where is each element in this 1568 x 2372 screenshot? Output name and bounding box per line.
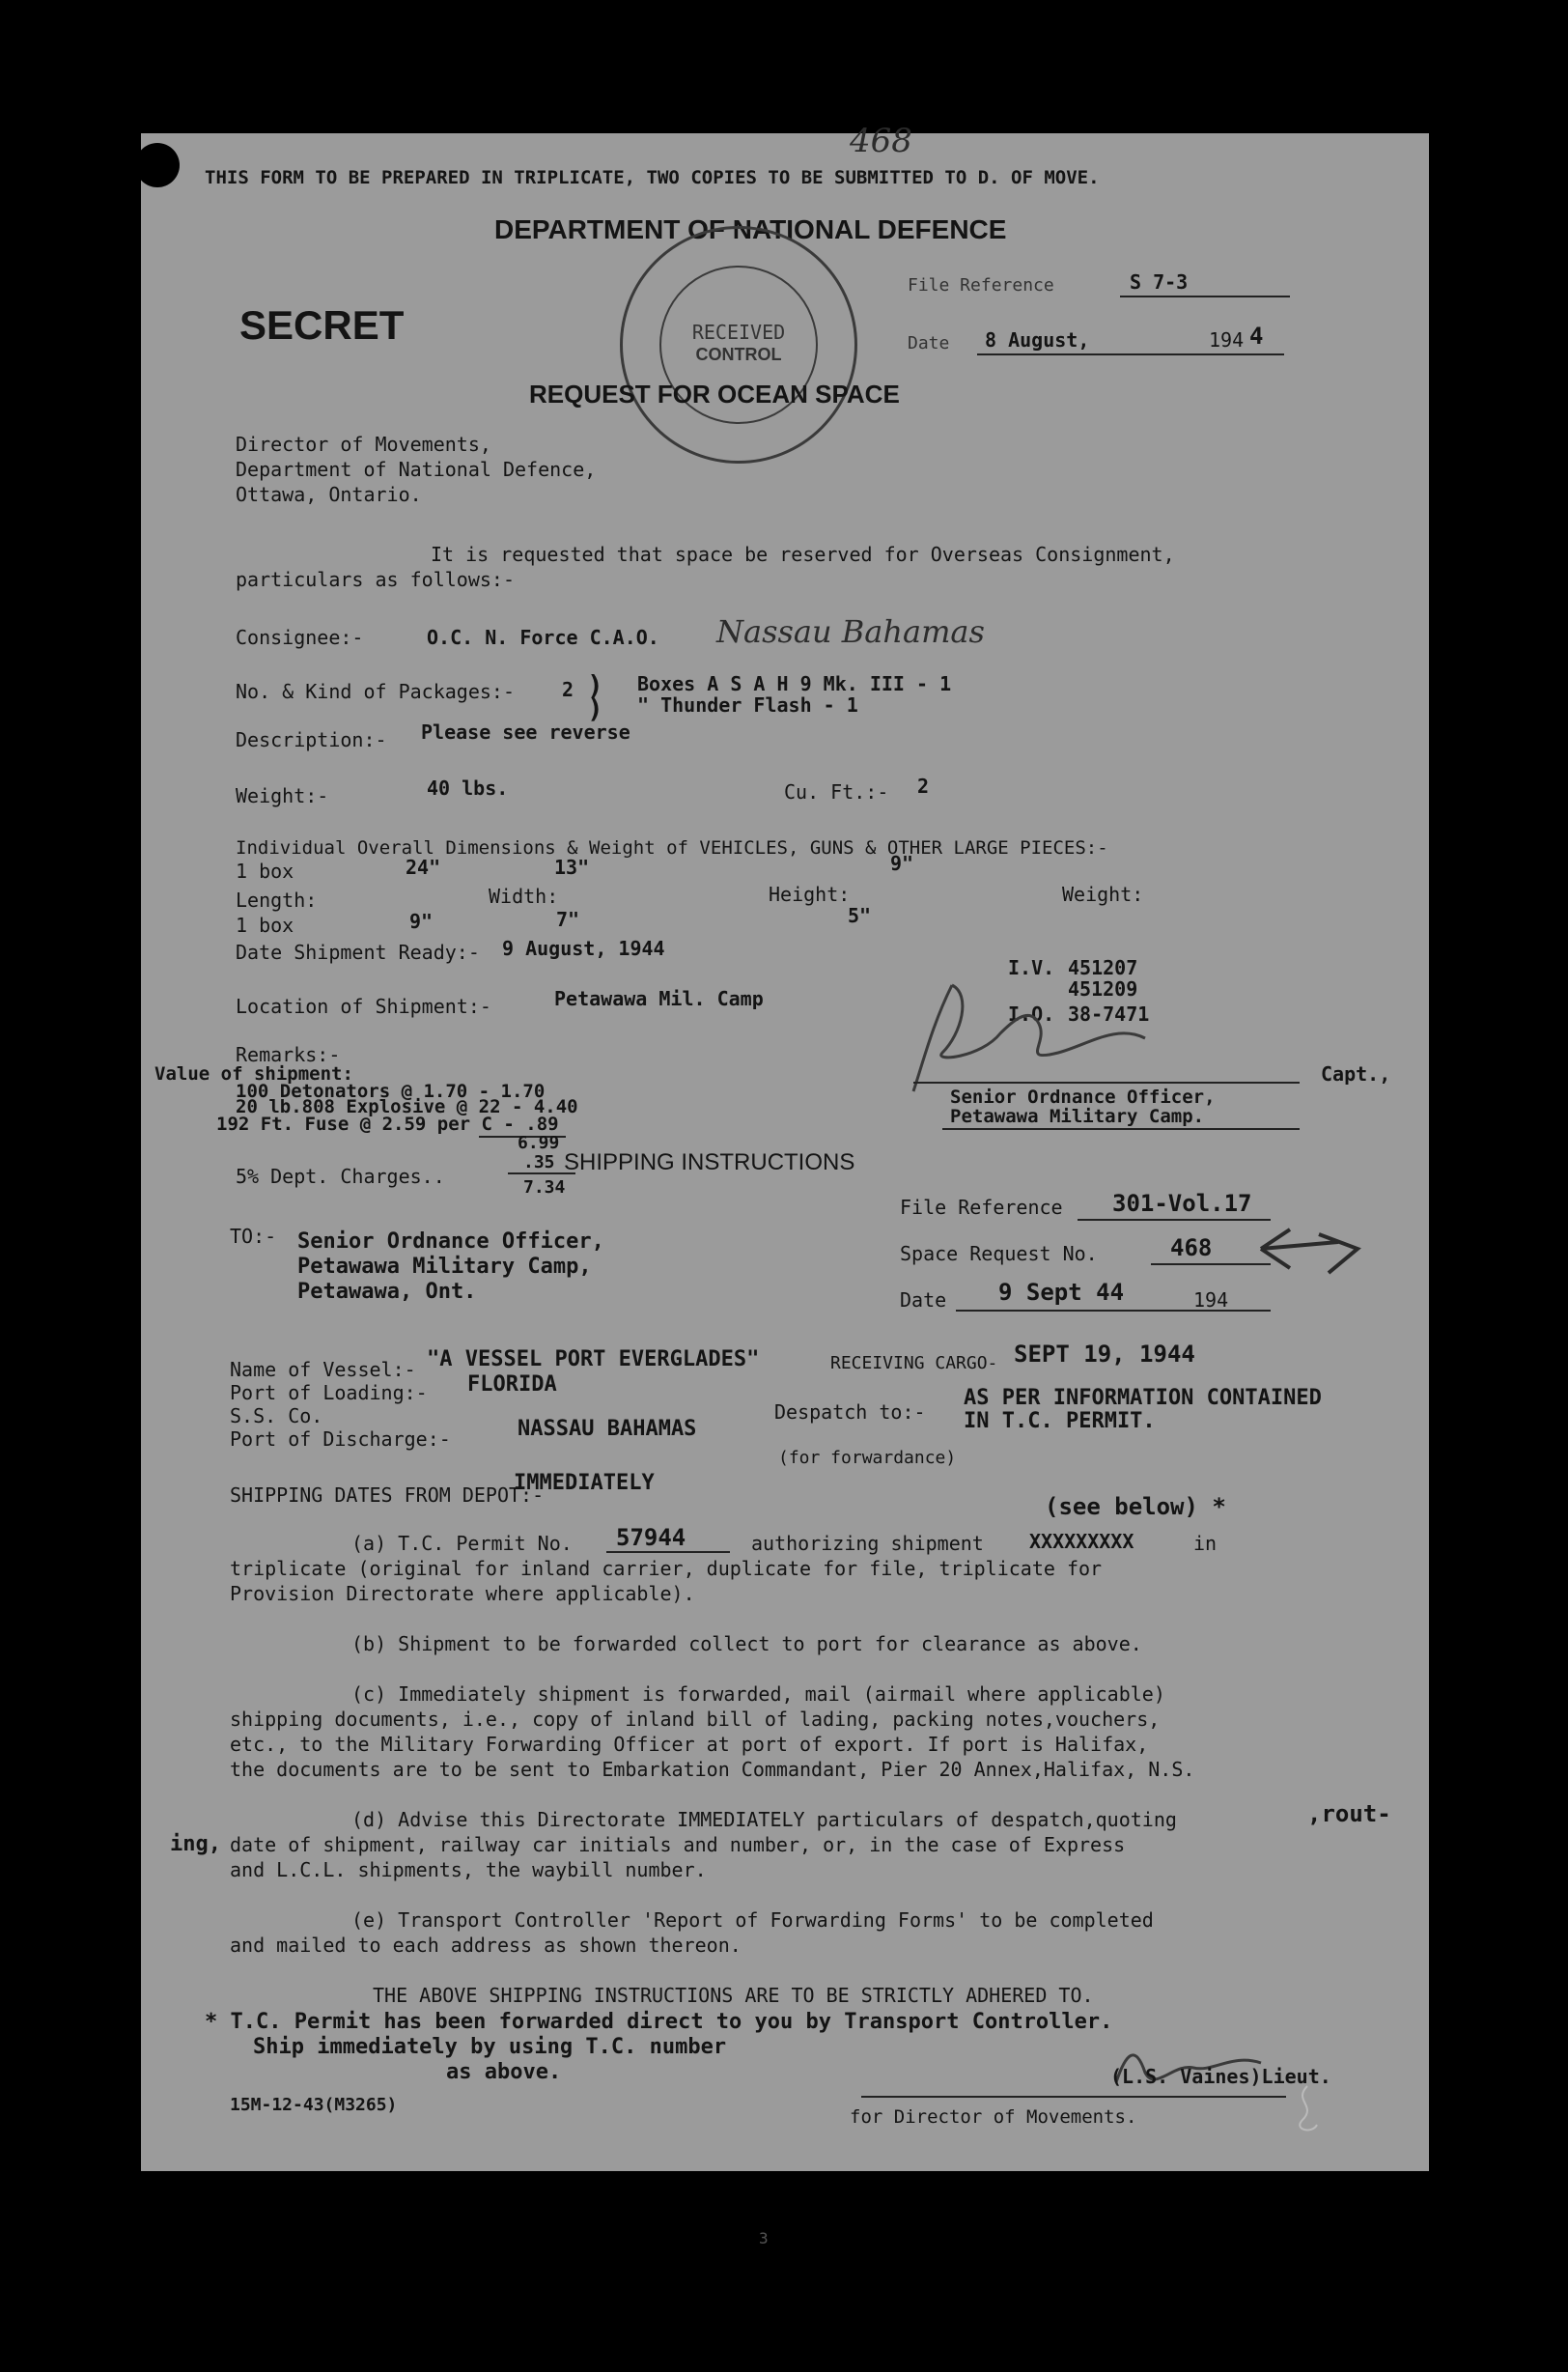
shipping-instructions-title: SHIPPING INSTRUCTIONS (564, 1149, 855, 1175)
consignee-value: O.C. N. Force C.A.O. (427, 626, 659, 649)
dim-row2-item: 1 box (236, 914, 294, 937)
despatch-line-2: IN T.C. PERMIT. (964, 1409, 1156, 1433)
stamp-received-text: RECEIVED (691, 321, 786, 344)
weight-column-label: Weight: (1062, 883, 1144, 906)
instruction-d-ing: ing, (170, 1832, 221, 1856)
punch-hole (135, 143, 180, 187)
instruction-e-line-1: (e) Transport Controller 'Report of Forwarding Forms' to be completed (351, 1908, 1154, 1932)
to-line-1: Senior Ordnance Officer, (297, 1229, 604, 1254)
remarks-line-2: 20 lb.808 Explosive @ 22 - 4.40 (236, 1096, 578, 1117)
margin-scribble-icon (1288, 2081, 1327, 2139)
date-ready-value: 9 August, 1944 (502, 937, 665, 960)
arrow-mark-icon (1251, 1215, 1367, 1283)
instruction-a-struck: XXXXXXXXX (1029, 1530, 1134, 1553)
consignee-handwritten: Nassau Bahamas (716, 613, 985, 650)
number-annotation: 468 (850, 122, 912, 160)
io-label: I.O. (1008, 1002, 1055, 1026)
intro-line-2: particulars as follows:- (236, 568, 515, 591)
date-label: Date (908, 333, 950, 353)
ship-date-value: 9 Sept 44 (998, 1279, 1125, 1306)
weight-value: 40 lbs. (427, 777, 509, 800)
instruction-a-prefix: (a) T.C. Permit No. (351, 1532, 573, 1555)
dim-row1-length: 24" (406, 856, 441, 879)
description-label: Description:- (236, 728, 387, 751)
consignee-label: Consignee:- (236, 626, 364, 649)
year-digit: 4 (1249, 323, 1264, 350)
ss-co-label: S.S. Co. (230, 1404, 323, 1427)
space-request-value: 468 (1170, 1234, 1213, 1261)
dim-row2-length: 9" (409, 910, 434, 933)
addressee-line-1: Director of Movements, (236, 433, 491, 456)
port-loading-label: Port of Loading:- (230, 1381, 428, 1404)
instruction-c-line-1: (c) Immediately shipment is forwarded, mail (airmail where applicable) (351, 1682, 1165, 1706)
note-line-1: * T.C. Permit has been forwarded direct to you by Transport Controller. (205, 2010, 1113, 2034)
adhered-notice: THE ABOVE SHIPPING INSTRUCTIONS ARE TO BE STRICTLY ADHERED TO. (373, 1984, 1094, 2007)
date-value: 8 August, (985, 328, 1090, 352)
date-ready-label: Date Shipment Ready:- (236, 941, 480, 964)
dim-row2-height: 5" (848, 904, 872, 927)
note-line-2: Ship immediately by using T.C. number (253, 2035, 727, 2059)
stamp-control-text: CONTROL (695, 345, 782, 364)
year-prefix: 194 (1209, 328, 1245, 352)
petawawa-camp-title: Petawawa Military Camp. (950, 1106, 1205, 1127)
file-reference-label: File Reference (908, 275, 1054, 296)
signer-name: (L.S. Vaines)Lieut. (1110, 2065, 1331, 2088)
instruction-d-line-2: date of shipment, railway car initials and number, or, in the case of Express (230, 1833, 1126, 1856)
tc-permit-underline (606, 1551, 730, 1553)
cuft-label: Cu. Ft.:- (784, 780, 889, 804)
width-label: Width: (489, 885, 559, 908)
dim-row1-height: 9" (890, 852, 914, 875)
page-mark: 3 (759, 2229, 769, 2247)
addressee-line-3: Ottawa, Ontario. (236, 483, 422, 506)
dim-row1-item: 1 box (236, 860, 294, 883)
packages-line-1: Boxes A S A H 9 Mk. III - 1 (637, 672, 952, 695)
instruction-a-in: in (1193, 1532, 1218, 1555)
document-page (141, 122, 1429, 2247)
form-title: REQUEST FOR OCEAN SPACE (529, 380, 900, 409)
receiving-cargo-label: RECEIVING CARGO- (830, 1353, 998, 1373)
packages-brace-2: ) (587, 692, 603, 724)
instruction-d-line-3: and L.C.L. shipments, the waybill number. (230, 1858, 707, 1881)
description-value: Please see reverse (421, 720, 630, 744)
file-reference-value: S 7-3 (1130, 270, 1189, 294)
dim-row2-width: 7" (556, 908, 580, 931)
packages-label: No. & Kind of Packages:- (236, 680, 515, 703)
iv-label: I.V. (1008, 956, 1055, 979)
vessel-value: "A VESSEL PORT EVERGLADES" (427, 1347, 760, 1371)
secret-classification: SECRET (239, 302, 405, 348)
intro-line-1: It is requested that space be reserved for Overseas Consignment, (431, 543, 1175, 566)
height-label: Height: (769, 883, 851, 906)
remarks-line-1: 100 Detonators @ 1.70 - 1.70 (236, 1081, 546, 1102)
despatch-line-1: AS PER INFORMATION CONTAINED (964, 1386, 1322, 1410)
for-director-label: for Director of Movements. (850, 2106, 1137, 2128)
ship-date-label: Date (900, 1288, 947, 1312)
space-request-label: Space Request No. (900, 1242, 1098, 1265)
dimensions-label: Individual Overall Dimensions & Weight of VEHICLES, GUNS & OTHER LARGE PIECES:- (236, 837, 1108, 859)
signature-line (913, 1082, 1300, 1084)
location-value: Petawawa Mil. Camp (554, 987, 764, 1010)
date-underline (977, 353, 1284, 355)
remarks-total: 7.34 (523, 1177, 566, 1198)
remarks-line-3: 192 Ft. Fuse @ 2.59 per C - .89 (216, 1114, 559, 1135)
for-forwardance: (for forwardance) (778, 1448, 957, 1468)
instruction-c-line-2: shipping documents, i.e., copy of inland bill of lading, packing notes,vouchers, (230, 1708, 1161, 1731)
packages-brace-1: ) (587, 669, 603, 701)
shipping-dates-label: SHIPPING DATES FROM DEPOT:- (230, 1483, 545, 1507)
receiving-cargo-value: SEPT 19, 1944 (1014, 1341, 1195, 1368)
received-stamp (620, 226, 857, 464)
senior-ordnance-title: Senior Ordnance Officer, (950, 1087, 1216, 1108)
instruction-a-authorizing: authorizing shipment (751, 1532, 984, 1555)
to-line-2: Petawawa Military Camp, (297, 1255, 592, 1279)
rank-capt: Capt., (1321, 1062, 1391, 1086)
ship-date-underline (956, 1310, 1271, 1312)
packages-count: 2 (562, 678, 574, 701)
remarks-label: Remarks:- (236, 1043, 341, 1066)
note-line-3: as above. (446, 2060, 562, 2084)
cuft-value: 2 (917, 775, 930, 798)
weight-label: Weight:- (236, 784, 329, 807)
io-number: 38-7471 (1068, 1002, 1150, 1026)
ordnance-officer-signature (894, 966, 1184, 1101)
remarks-subtotal: 6.99 (518, 1133, 560, 1153)
department-heading: DEPARTMENT OF NATIONAL DEFENCE (494, 214, 1007, 244)
port-loading-value: FLORIDA (467, 1372, 557, 1397)
instruction-c-line-3: etc., to the Military Forwarding Officer at port of export. If port is Halifax, (230, 1733, 1149, 1756)
length-label: Length: (236, 889, 318, 912)
packages-line-2: " Thunder Flash - 1 (637, 693, 858, 717)
tc-permit-number: 57944 (616, 1524, 686, 1551)
ship-file-ref-label: File Reference (900, 1196, 1063, 1219)
addressee-line-2: Department of National Defence, (236, 458, 597, 481)
to-label: TO:- (230, 1225, 277, 1248)
shipping-dates-value: IMMEDIATELY (514, 1471, 655, 1495)
to-line-3: Petawawa, Ont. (297, 1280, 477, 1304)
instruction-c-line-4: the documents are to be sent to Embarkation Commandant, Pier 20 Annex,Halifax, N.S. (230, 1758, 1195, 1781)
dept-charges-label: 5% Dept. Charges.. (236, 1165, 445, 1188)
port-discharge-label: Port of Discharge:- (230, 1427, 451, 1451)
director-signature-line (861, 2096, 1286, 2098)
instruction-a-line-2: triplicate (original for inland carrier, duplicate for file, triplicate for (230, 1557, 1103, 1580)
ship-date-suffix: 194 (1193, 1288, 1229, 1312)
port-discharge-value: NASSAU BAHAMAS (518, 1417, 697, 1441)
instruction-a-line-3: Provision Directorate where applicable). (230, 1582, 695, 1605)
file-reference-underline (1120, 296, 1290, 297)
instruction-e-line-2: and mailed to each address as shown thereon. (230, 1934, 742, 1957)
signatory-underline (942, 1128, 1300, 1130)
ship-file-ref-value: 301-Vol.17 (1112, 1190, 1252, 1217)
dept-charges-value: .35 (523, 1152, 555, 1172)
value-of-shipment-label: Value of shipment: (154, 1063, 353, 1085)
instruction-b: (b) Shipment to be forwarded collect to port for clearance as above. (351, 1632, 1142, 1655)
vessel-label: Name of Vessel:- (230, 1358, 416, 1381)
dim-row1-width: 13" (554, 856, 590, 879)
see-below-note: (see below) * (1045, 1493, 1226, 1520)
ship-file-ref-underline (1078, 1219, 1271, 1221)
instruction-d-line-1: (d) Advise this Directorate IMMEDIATELY particulars of despatch,quoting (351, 1808, 1177, 1831)
form-code: 15M-12-43(M3265) (230, 2095, 398, 2115)
instruction-d-rout: ,rout- (1307, 1800, 1391, 1827)
triplicate-notice: THIS FORM TO BE PREPARED IN TRIPLICATE, TWO COPIES TO BE SUBMITTED TO D. OF MOVE. (205, 167, 1100, 188)
iv-number-1: 451207 (1068, 956, 1138, 979)
iv-number-2: 451209 (1068, 977, 1138, 1001)
despatch-label: Despatch to:- (774, 1400, 926, 1424)
location-label: Location of Shipment:- (236, 995, 491, 1018)
